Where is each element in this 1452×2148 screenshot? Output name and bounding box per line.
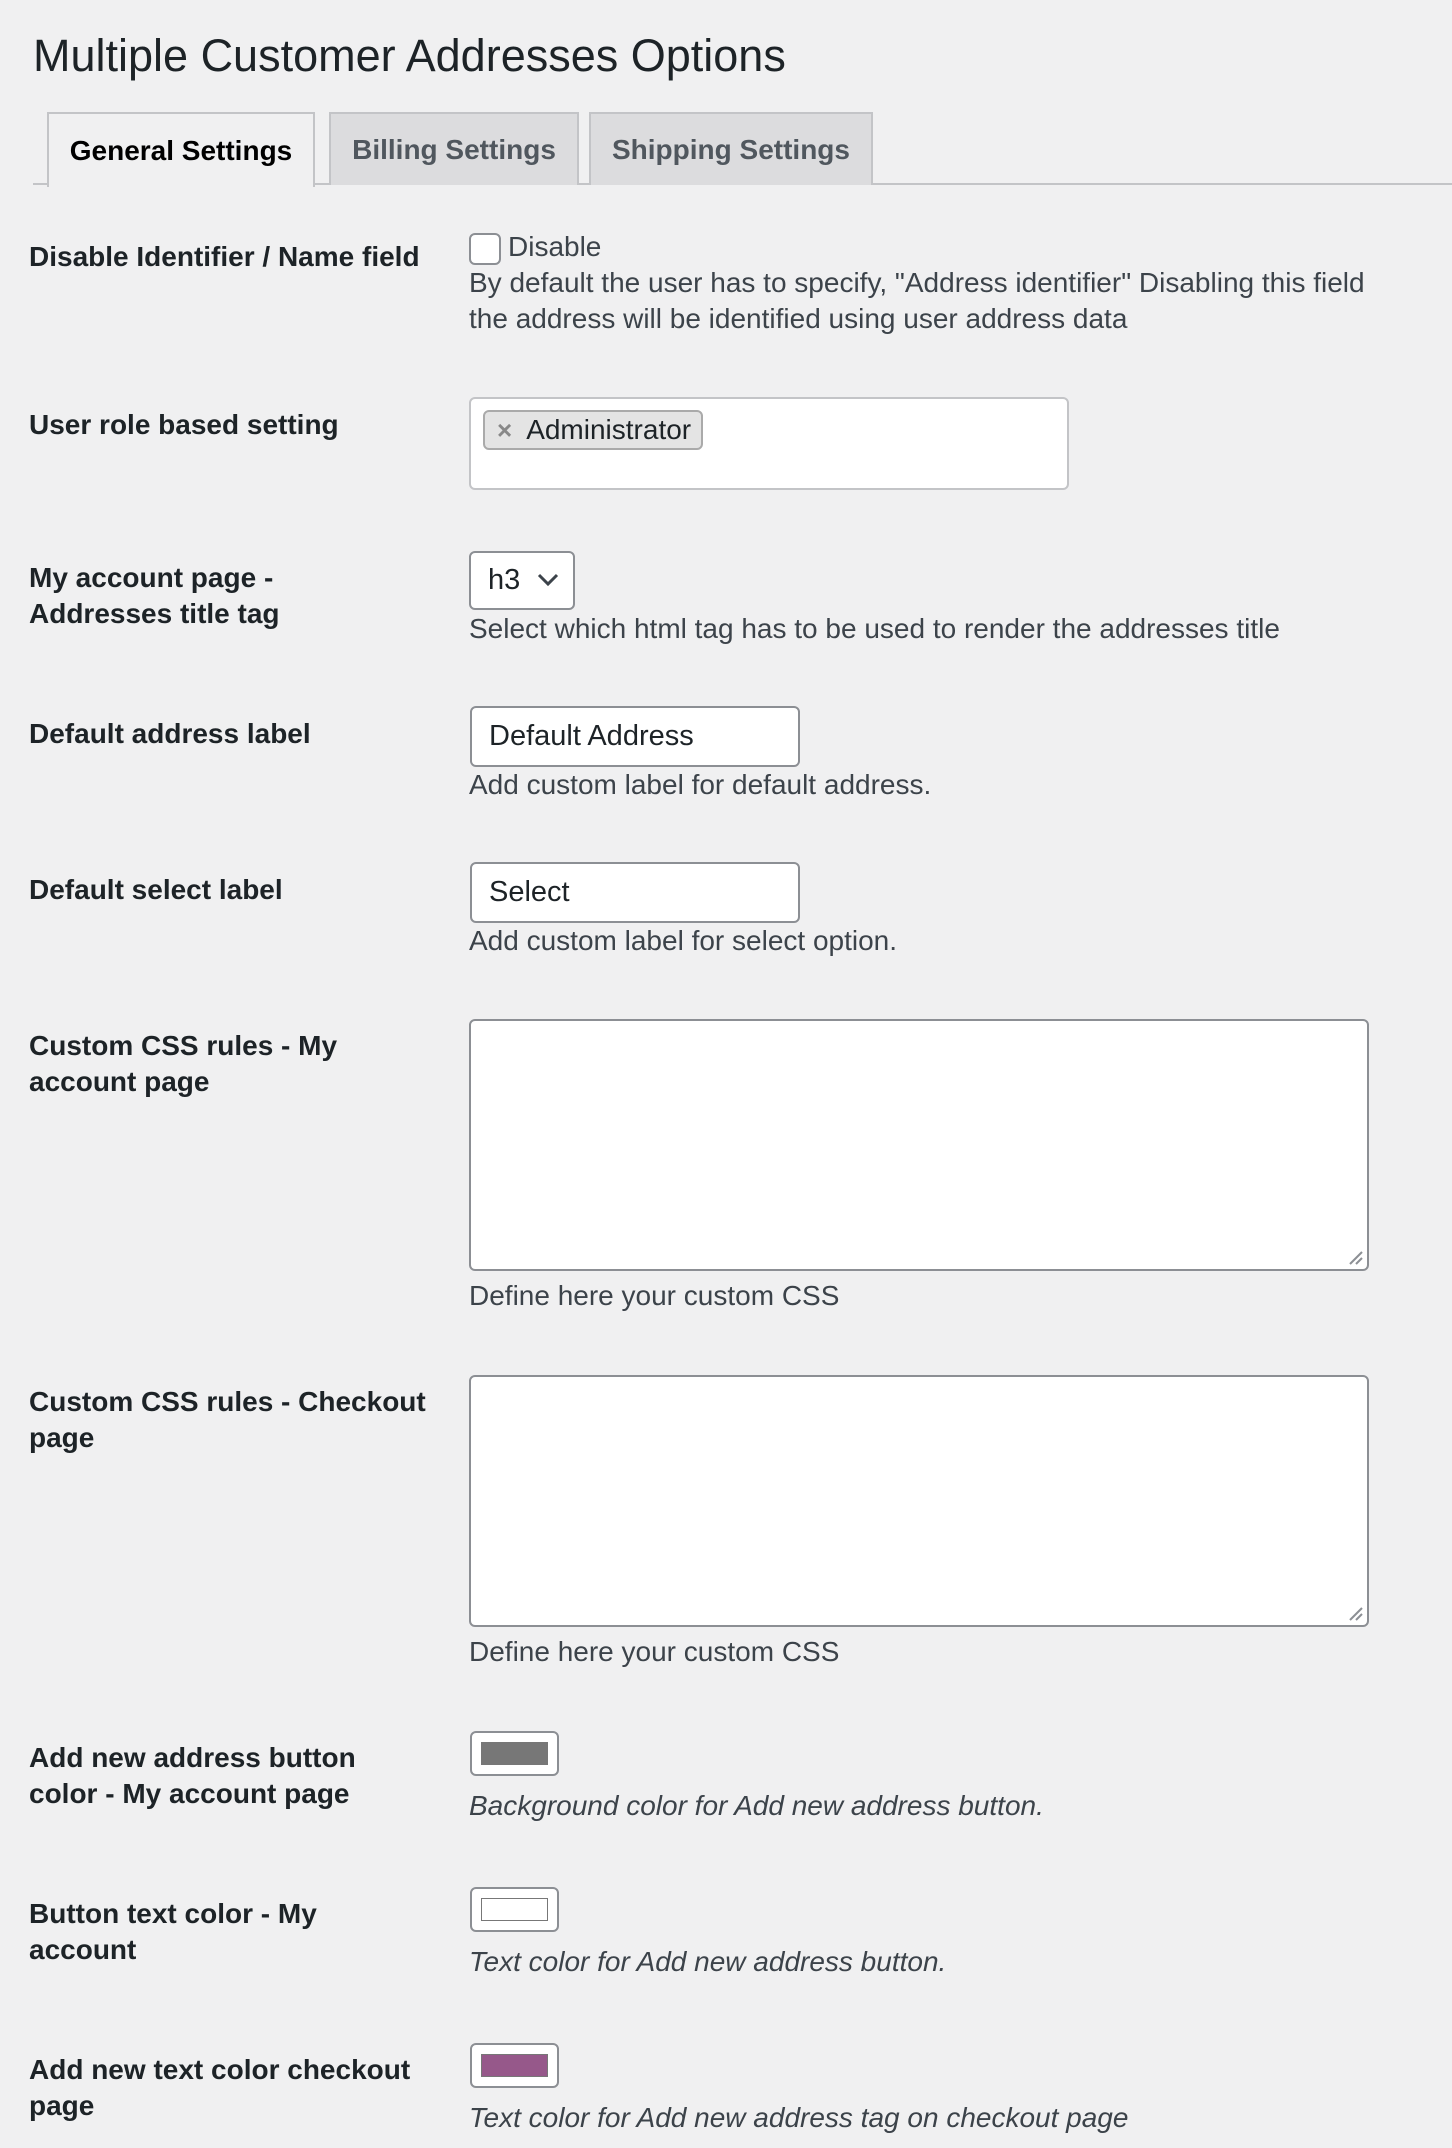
tab-shipping-settings[interactable]: Shipping Settings	[589, 112, 873, 185]
button-color-label: Add new address button color - My account page	[29, 1742, 356, 1809]
button-color-picker[interactable]	[470, 1731, 559, 1776]
checkout-text-color-label: Add new text color checkout page	[29, 2054, 411, 2121]
role-chip-label: Administrator	[526, 414, 692, 445]
default-address-label-description: Add custom label for default address.	[469, 769, 932, 800]
default-select-label-description: Add custom label for select option.	[469, 925, 898, 956]
user-role-multiselect[interactable]	[469, 397, 1069, 490]
disable-identifier-description: By default the user has to specify, "Address identifier" Disabling this field the address will be identified using user address data	[469, 267, 1365, 334]
title-tag-description: Select which html tag has to be used to render the addresses title	[469, 613, 1280, 644]
resize-handle-icon[interactable]	[1347, 1605, 1363, 1621]
css-my-account-label: Custom CSS rules - My account page	[29, 1030, 338, 1097]
tab-general-settings[interactable]: General Settings	[47, 112, 315, 187]
checkout-text-color-description: Text color for Add new address tag on checkout page	[469, 2102, 1129, 2133]
page-title: Multiple Customer Addresses Options	[33, 30, 786, 81]
button-text-color-swatch	[481, 1898, 548, 1921]
button-color-swatch	[481, 1742, 548, 1765]
resize-handle-icon[interactable]	[1347, 1249, 1363, 1265]
user-role-label: User role based setting	[29, 409, 339, 440]
css-checkout-description: Define here your custom CSS	[469, 1636, 840, 1667]
button-color-description: Background color for Add new address button.	[469, 1790, 1044, 1821]
button-text-color-picker[interactable]	[470, 1887, 559, 1932]
role-chip	[483, 410, 703, 450]
title-tag-label: My account page - Addresses title tag	[29, 562, 280, 629]
disable-identifier-checkbox[interactable]	[469, 233, 501, 265]
checkout-text-color-swatch	[481, 2054, 548, 2077]
disable-checkbox-label[interactable]: Disable	[508, 231, 602, 262]
settings-tabs	[33, 112, 1452, 185]
default-address-label-label: Default address label	[29, 718, 311, 749]
chevron-down-icon	[537, 573, 559, 587]
css-checkout-label: Custom CSS rules - Checkout page	[29, 1386, 426, 1453]
button-text-color-label: Button text color - My account	[29, 1898, 317, 1965]
default-select-label-input[interactable]	[470, 862, 800, 923]
button-text-color-description: Text color for Add new address button.	[469, 1946, 947, 1977]
remove-chip-icon[interactable]: ×	[497, 414, 513, 445]
css-my-account-description: Define here your custom CSS	[469, 1280, 840, 1311]
default-select-label-label: Default select label	[29, 874, 283, 905]
tab-billing-settings[interactable]: Billing Settings	[329, 112, 579, 185]
title-tag-select[interactable]	[469, 551, 575, 610]
css-my-account-textarea[interactable]	[469, 1019, 1369, 1271]
css-checkout-textarea[interactable]	[469, 1375, 1369, 1627]
disable-identifier-label: Disable Identifier / Name field	[29, 241, 420, 272]
default-address-label-input[interactable]	[470, 706, 800, 767]
checkout-text-color-picker[interactable]	[470, 2043, 559, 2088]
title-tag-value: h3	[488, 564, 521, 596]
